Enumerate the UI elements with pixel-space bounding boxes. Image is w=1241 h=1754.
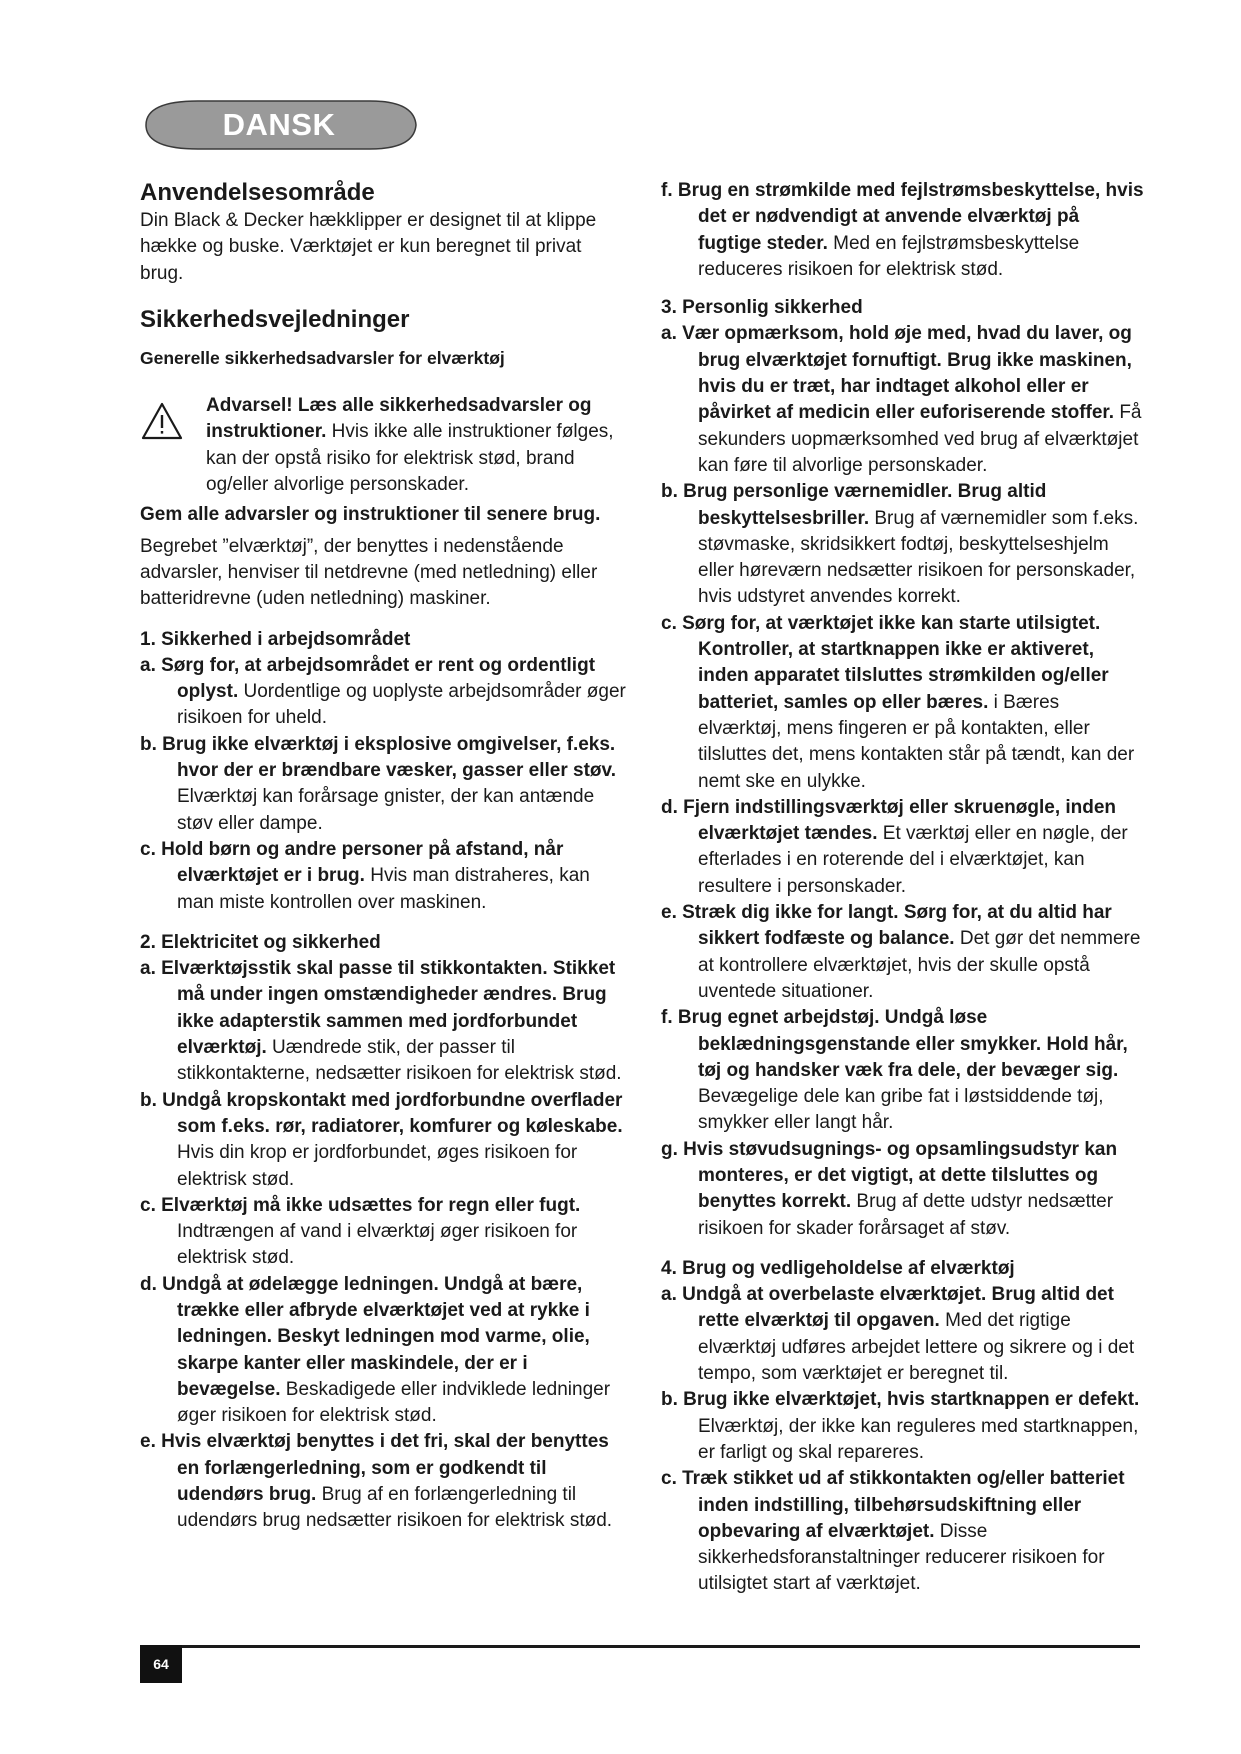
list-item [661, 1466, 1146, 1597]
item-bold: c. Elværktøj må ikke udsættes for regn eller fugt. [140, 1194, 581, 1216]
item-text: Få sekunders uopmærksomhed ved brug af elværktøjet kan føre til alvorlige personskader. [698, 402, 1142, 476]
item-bold: f. Brug egnet arbejdstøj. Undgå løse beklædningsgenstande eller smykker. Hold hår, tøj og handsker væk fra dele, der bevæger sig. [661, 1007, 1128, 1081]
item-text: i Bæres elværktøj, mens fingeren er på kontakten, eller tilsluttes det, mens kontakten står på tændt, kan der nemt ske en ulykke. [698, 691, 1135, 792]
item-bold: b. Undgå kropskontakt med jordforbundne overflader som f.eks. rør, radiatorer, komfurer og køleskabe. [140, 1089, 623, 1137]
list-item [140, 1193, 630, 1272]
list-item [140, 1429, 630, 1534]
page-number: 64 [140, 1645, 182, 1683]
item-text: Brug af værnemidler som f.eks. støvmaske, skridsikkert fodtøj, beskyttelseshjelm eller høreværn nedsætter risikoen for personskader, hvis udstyret anvendes korrekt. [698, 507, 1139, 608]
item-text: Med en fejlstrømsbeskyttelse reduceres risikoen for elektrisk stød. [698, 232, 1080, 280]
term-definition: Begrebet ”elværktøj”, der benyttes i nedenstående advarsler, henviser til netdrevne (med netledning) eller batteridrevne (uden netledning) maskiner. [140, 535, 598, 610]
list-item [140, 653, 630, 732]
section-1-title: 1. Sikkerhed i arbejdsområdet [140, 628, 411, 650]
item-text: Beskadigede eller indviklede ledninger øger risikoen for elektrisk stød. [177, 1378, 611, 1427]
item-bold: b. Brug ikke elværktøjet, hvis startknappen er defekt. [661, 1389, 1140, 1411]
section-3-title: 3. Personlig sikkerhed [661, 297, 863, 319]
intended-use-text: Din Black & Decker hækklipper er designet til at klippe hække og buske. Værktøjet er kun beregnet til privat brug. [140, 210, 597, 284]
list-item [661, 611, 1146, 795]
list-item [661, 1282, 1146, 1387]
item-text: Disse sikkerhedsforanstaltninger reducerer risikoen for utilsigtet start af værktøjet. [698, 1520, 1105, 1595]
item-text: Et værktøj eller en nøgle, der efterlades i en roterende del i elværktøjet, kan resultere i personskader. [698, 823, 1128, 897]
item-text: Bevægelige dele kan gribe fat i løstsiddende tøj, smykker eller langt hår. [698, 1086, 1104, 1134]
warning-text [206, 393, 630, 498]
intended-use-title: Anvendelsesområde [140, 179, 375, 206]
list-item [661, 321, 1146, 479]
list-item [661, 479, 1146, 610]
warning-body: Hvis ikke alle instruktioner følges, kan der opstå risiko for elektrisk stød, brand og/eller alvorlige personskader. [206, 421, 614, 496]
item-bold: d. Undgå at ødelægge ledningen. Undgå at bære, trække eller afbryde elværktøjet ved at rykke i ledningen. Beskyt ledningen mod varme, olie, skarpe kanter eller maskindele, der er i bevægelse. [140, 1273, 590, 1400]
item-bold: a. Vær opmærksom, hold øje med, hvad du laver, og brug elværktøjet fornuftigt. Brug ikke maskinen, hvis du er træt, har indtaget alkohol eller er påvirket af medicin eller euforiserende stoffer. [661, 323, 1132, 424]
item-text: Hvis man distraheres, kan man miste kontrollen over maskinen. [177, 865, 590, 913]
warning-bold: Advarsel! Læs alle sikkerhedsadvarsler og instruktioner. [206, 395, 592, 443]
item-bold: f. Brug en strømkilde med fejlstrømsbeskyttelse, hvis det er nødvendigt at anvende elværktøj på fugtige steder. [661, 180, 1144, 254]
language-tab [138, 97, 420, 153]
footer-rule [140, 1645, 1140, 1648]
item-text: Uordentlige og uoplyste arbejdsområder øger risikoen for uheld. [177, 681, 626, 729]
list-item [140, 837, 630, 916]
item-text: Elværktøj kan forårsage gnister, der kan antænde støv eller dampe. [177, 786, 595, 834]
item-bold: a. Elværktøjsstik skal passe til stikkontakten. Stikket må under ingen omstændigheder ændres. Brug ikke adapterstik sammen med jordforbundet elværktøj. [140, 958, 616, 1059]
item-text: Uændrede stik, der passer til stikkontakterne, nedsætter risikoen for elektrisk stød. [177, 1037, 622, 1085]
item-bold: c. Sørg for, at værktøjet ikke kan starte utilsigtet. Kontroller, at startknappen ikke er aktiveret, inden apparatet tilsluttes strømkilden og/eller batteriet, samles op eller bæres. [661, 612, 1109, 713]
language-tab-label: DANSK [222, 107, 336, 142]
list-item [661, 1137, 1146, 1242]
list-item [661, 795, 1146, 900]
safety-title: Sikkerhedsvejledninger [140, 305, 410, 333]
list-item [661, 1005, 1146, 1136]
item-bold: c. Træk stikket ud af stikkontakten og/eller batteriet inden indstilling, tilbehørsudskiftning eller opbevaring af elværktøjet. [661, 1468, 1125, 1542]
section-2-title: 2. Elektricitet og sikkerhed [140, 931, 381, 953]
item-text: Brug af en forlængerledning til udendørs brug nedsætter risikoen for elektrisk stød. [177, 1484, 613, 1532]
list-item [661, 178, 1146, 283]
general-warnings-title: Generelle sikkerhedsadvarsler for elværktøj [140, 347, 505, 368]
list-item [661, 900, 1146, 1005]
list-item [661, 1387, 1146, 1466]
list-item [140, 1088, 630, 1193]
list-item [140, 956, 630, 1087]
item-text: Indtrængen af vand i elværktøj øger risikoen for elektrisk stød. [177, 1221, 578, 1269]
item-bold: a. Sørg for, at arbejdsområdet er rent og ordentligt oplyst. [140, 654, 596, 703]
item-text: Det gør det nemmere at kontrollere elværktøjet, hvis der skulle opstå uventede situationer. [698, 928, 1141, 1002]
item-text: Elværktøj, der ikke kan reguleres med startknappen, er farligt og skal repareres. [698, 1415, 1139, 1463]
item-bold: b. Brug personlige værnemidler. Brug altid beskyttelsesbriller. [661, 481, 1047, 529]
warning-block [140, 393, 630, 498]
warning-triangle-icon [140, 401, 184, 441]
item-bold: d. Fjern indstillingsværktøj eller skruenøgle, inden elværktøjet tændes. [661, 796, 1117, 845]
list-item [140, 1272, 630, 1430]
right-column [661, 178, 1146, 1598]
item-text: Med det rigtige elværktøj udføres arbejdet lettere og sikrere og i det tempo, som værktøjet er beregnet til. [698, 1310, 1135, 1385]
item-bold: a. Undgå at overbelaste elværktøjet. Brug altid det rette elværktøj til opgaven. [661, 1284, 1114, 1332]
item-text: Hvis din krop er jordforbundet, øges risikoen for elektrisk stød. [177, 1142, 578, 1190]
item-bold: c. Hold børn og andre personer på afstand, når elværktøjet er i brug. [140, 838, 564, 887]
left-column [140, 178, 630, 1535]
section-4-title: 4. Brug og vedligeholdelse af elværktøj [661, 1257, 1015, 1279]
item-bold: e. Stræk dig ikke for langt. Sørg for, at du altid har sikkert fodfæste og balance. [661, 902, 1112, 950]
list-item [140, 732, 630, 837]
item-bold: b. Brug ikke elværktøj i eksplosive omgivelser, f.eks. hvor der er brændbare væsker, gasser eller støv. [140, 733, 616, 782]
keep-instructions: Gem alle advarsler og instruktioner til senere brug. [140, 504, 601, 526]
item-text: Brug af dette udstyr nedsætter risikoen for skader forårsaget af støv. [698, 1191, 1114, 1239]
item-bold: g. Hvis støvudsugnings- og opsamlingsudstyr kan monteres, er det vigtigt, at dette tilsluttes og benyttes korrekt. [661, 1138, 1118, 1213]
item-bold: e. Hvis elværktøj benyttes i det fri, skal der benyttes en forlængerledning, som er godkendt til udendørs brug. [140, 1431, 609, 1506]
